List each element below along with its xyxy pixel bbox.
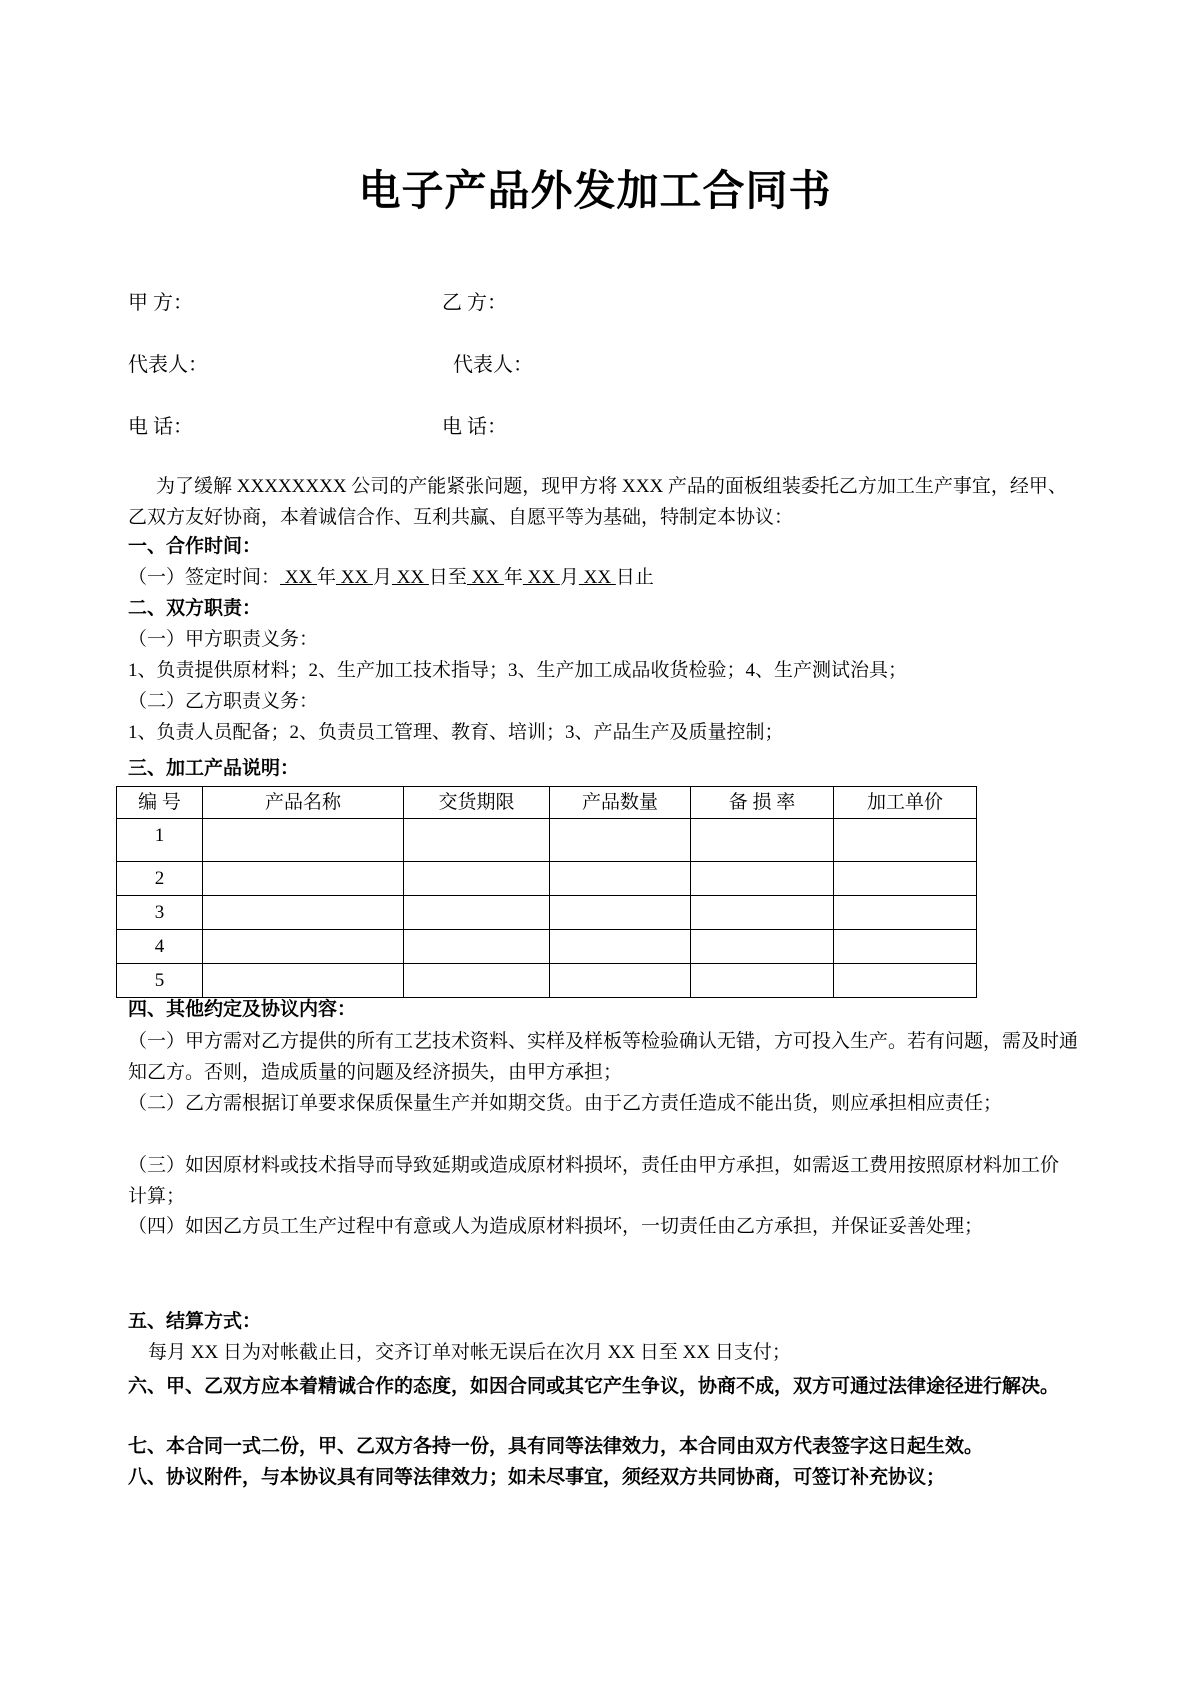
table-cell	[203, 819, 404, 862]
table-cell	[834, 930, 977, 964]
row-number: 3	[117, 896, 203, 930]
table-cell	[691, 930, 834, 964]
end-year: XX	[466, 567, 504, 588]
cooperation-period	[128, 564, 1068, 592]
table-row	[117, 819, 977, 862]
month-text: 月	[372, 567, 392, 588]
party-a-duties-title: （一）甲方职责义务：	[128, 629, 319, 650]
col-number: 编 号	[117, 787, 203, 819]
party-b-duties: 1、负责人员配备；2、负责员工管理、教育、培训；3、产品生产及质量控制；	[128, 722, 784, 743]
section7-copies: 七、本合同一式二份，甲、乙双方各持一份，具有同等法律效力，本合同由双方代表签字这日起生效。	[128, 1436, 984, 1457]
section3-heading: 三、加工产品说明：	[128, 758, 300, 779]
col-product-name: 产品名称	[203, 787, 404, 819]
period-prefix: （一）签定时间：	[128, 567, 281, 588]
end-day: XX	[578, 567, 616, 588]
table-cell	[834, 896, 977, 930]
party-a-representative: 代表人：	[128, 354, 208, 376]
section4-clause-3: （三）如因原材料或技术指导而导致延期或造成原材料损坏，责任由甲方承担，如需返工费用按照原材料加工价计算；	[128, 1155, 1060, 1207]
settlement-terms: 每月 XX 日为对帐截止日，交齐订单对帐无误后在次月 XX 日至 XX 日支付；	[148, 1342, 791, 1363]
month-text: 月	[559, 567, 579, 588]
row-number: 5	[117, 964, 203, 998]
section5-heading: 五、结算方式：	[128, 1311, 262, 1332]
row-number: 4	[117, 930, 203, 964]
section8-attachments: 八、协议附件，与本协议具有同等法律效力；如未尽事宜，须经双方共同协商，可签订补充协议；	[128, 1467, 946, 1488]
table-row	[117, 862, 977, 896]
col-loss-rate: 备 损 率	[691, 787, 834, 819]
table-cell	[203, 862, 404, 896]
table-cell	[691, 819, 834, 862]
start-month: XX	[335, 567, 373, 588]
table-cell	[203, 964, 404, 998]
col-quantity: 产品数量	[550, 787, 691, 819]
table-cell	[550, 896, 691, 930]
table-cell	[203, 930, 404, 964]
table-cell	[404, 930, 550, 964]
table-cell	[550, 819, 691, 862]
party-a-label: 甲 方：	[128, 292, 193, 314]
section1-heading: 一、合作时间：	[128, 536, 262, 557]
row-number: 2	[117, 862, 203, 896]
start-year: XX	[280, 567, 317, 588]
section4-clause-1: （一）甲方需对乙方提供的所有工艺技术资料、实样及样板等检验确认无错，方可投入生产。若有问题，需及时通知乙方。否则，造成质量的问题及经济损失，由甲方承担；	[128, 1031, 1079, 1083]
section4-clause-2: （二）乙方需根据订单要求保质保量生产并如期交货。由于乙方责任造成不能出货，则应承担相应责任；	[128, 1093, 1003, 1114]
table-cell	[404, 964, 550, 998]
party-b-phone: 电 话：	[442, 416, 507, 438]
table-cell	[203, 896, 404, 930]
table-row	[117, 964, 977, 998]
section4-heading: 四、其他约定及协议内容：	[128, 999, 357, 1020]
intro-paragraph: 为了缓解 XXXXXXXX 公司的产能紧张问题，现甲方将 XXX 产品的面板组装委托乙方加工生产事宜，经甲、乙双方友好协商，本着诚信合作、互利共赢、自愿平等为基础，特制定本协议：	[128, 476, 1067, 528]
table-cell	[404, 819, 550, 862]
table-cell	[691, 964, 834, 998]
row-number: 1	[117, 819, 203, 862]
table-cell	[550, 964, 691, 998]
end-month: XX	[522, 567, 560, 588]
day-to-text: 日至	[428, 567, 467, 588]
section4-clause-4: （四）如因乙方员工生产过程中有意或人为造成原材料损坏，一切责任由乙方承担，并保证妥善处理；	[128, 1216, 984, 1237]
product-table	[116, 786, 977, 998]
table-cell	[404, 896, 550, 930]
table-cell	[691, 896, 834, 930]
table-row	[117, 896, 977, 930]
party-b-label: 乙 方：	[442, 292, 507, 314]
table-cell	[834, 819, 977, 862]
party-a-duties: 1、负责提供原材料；2、生产加工技术指导；3、生产加工成品收货检验；4、生产测试治具；	[128, 660, 908, 681]
table-cell	[550, 930, 691, 964]
table-cell	[834, 964, 977, 998]
day-end-text: 日止	[615, 567, 654, 588]
table-row	[117, 930, 977, 964]
table-cell	[834, 862, 977, 896]
party-a-phone: 电 话：	[128, 416, 193, 438]
year-text: 年	[316, 567, 336, 588]
table-cell	[550, 862, 691, 896]
party-b-duties-title: （二）乙方职责义务：	[128, 691, 319, 712]
start-day: XX	[391, 567, 429, 588]
section6-dispute: 六、甲、乙双方应本着精诚合作的态度，如因合同或其它产生争议，协商不成，双方可通过法律途径进行解决。	[128, 1376, 1060, 1397]
document-title: 电子产品外发加工合同书	[358, 166, 832, 215]
table-cell	[404, 862, 550, 896]
table-header-row	[117, 787, 977, 819]
col-unit-price: 加工单价	[834, 787, 977, 819]
table-cell	[691, 862, 834, 896]
party-b-representative: 代表人：	[453, 354, 533, 376]
year-text: 年	[503, 567, 523, 588]
col-delivery-date: 交货期限	[404, 787, 550, 819]
section2-heading: 二、双方职责：	[128, 598, 262, 619]
